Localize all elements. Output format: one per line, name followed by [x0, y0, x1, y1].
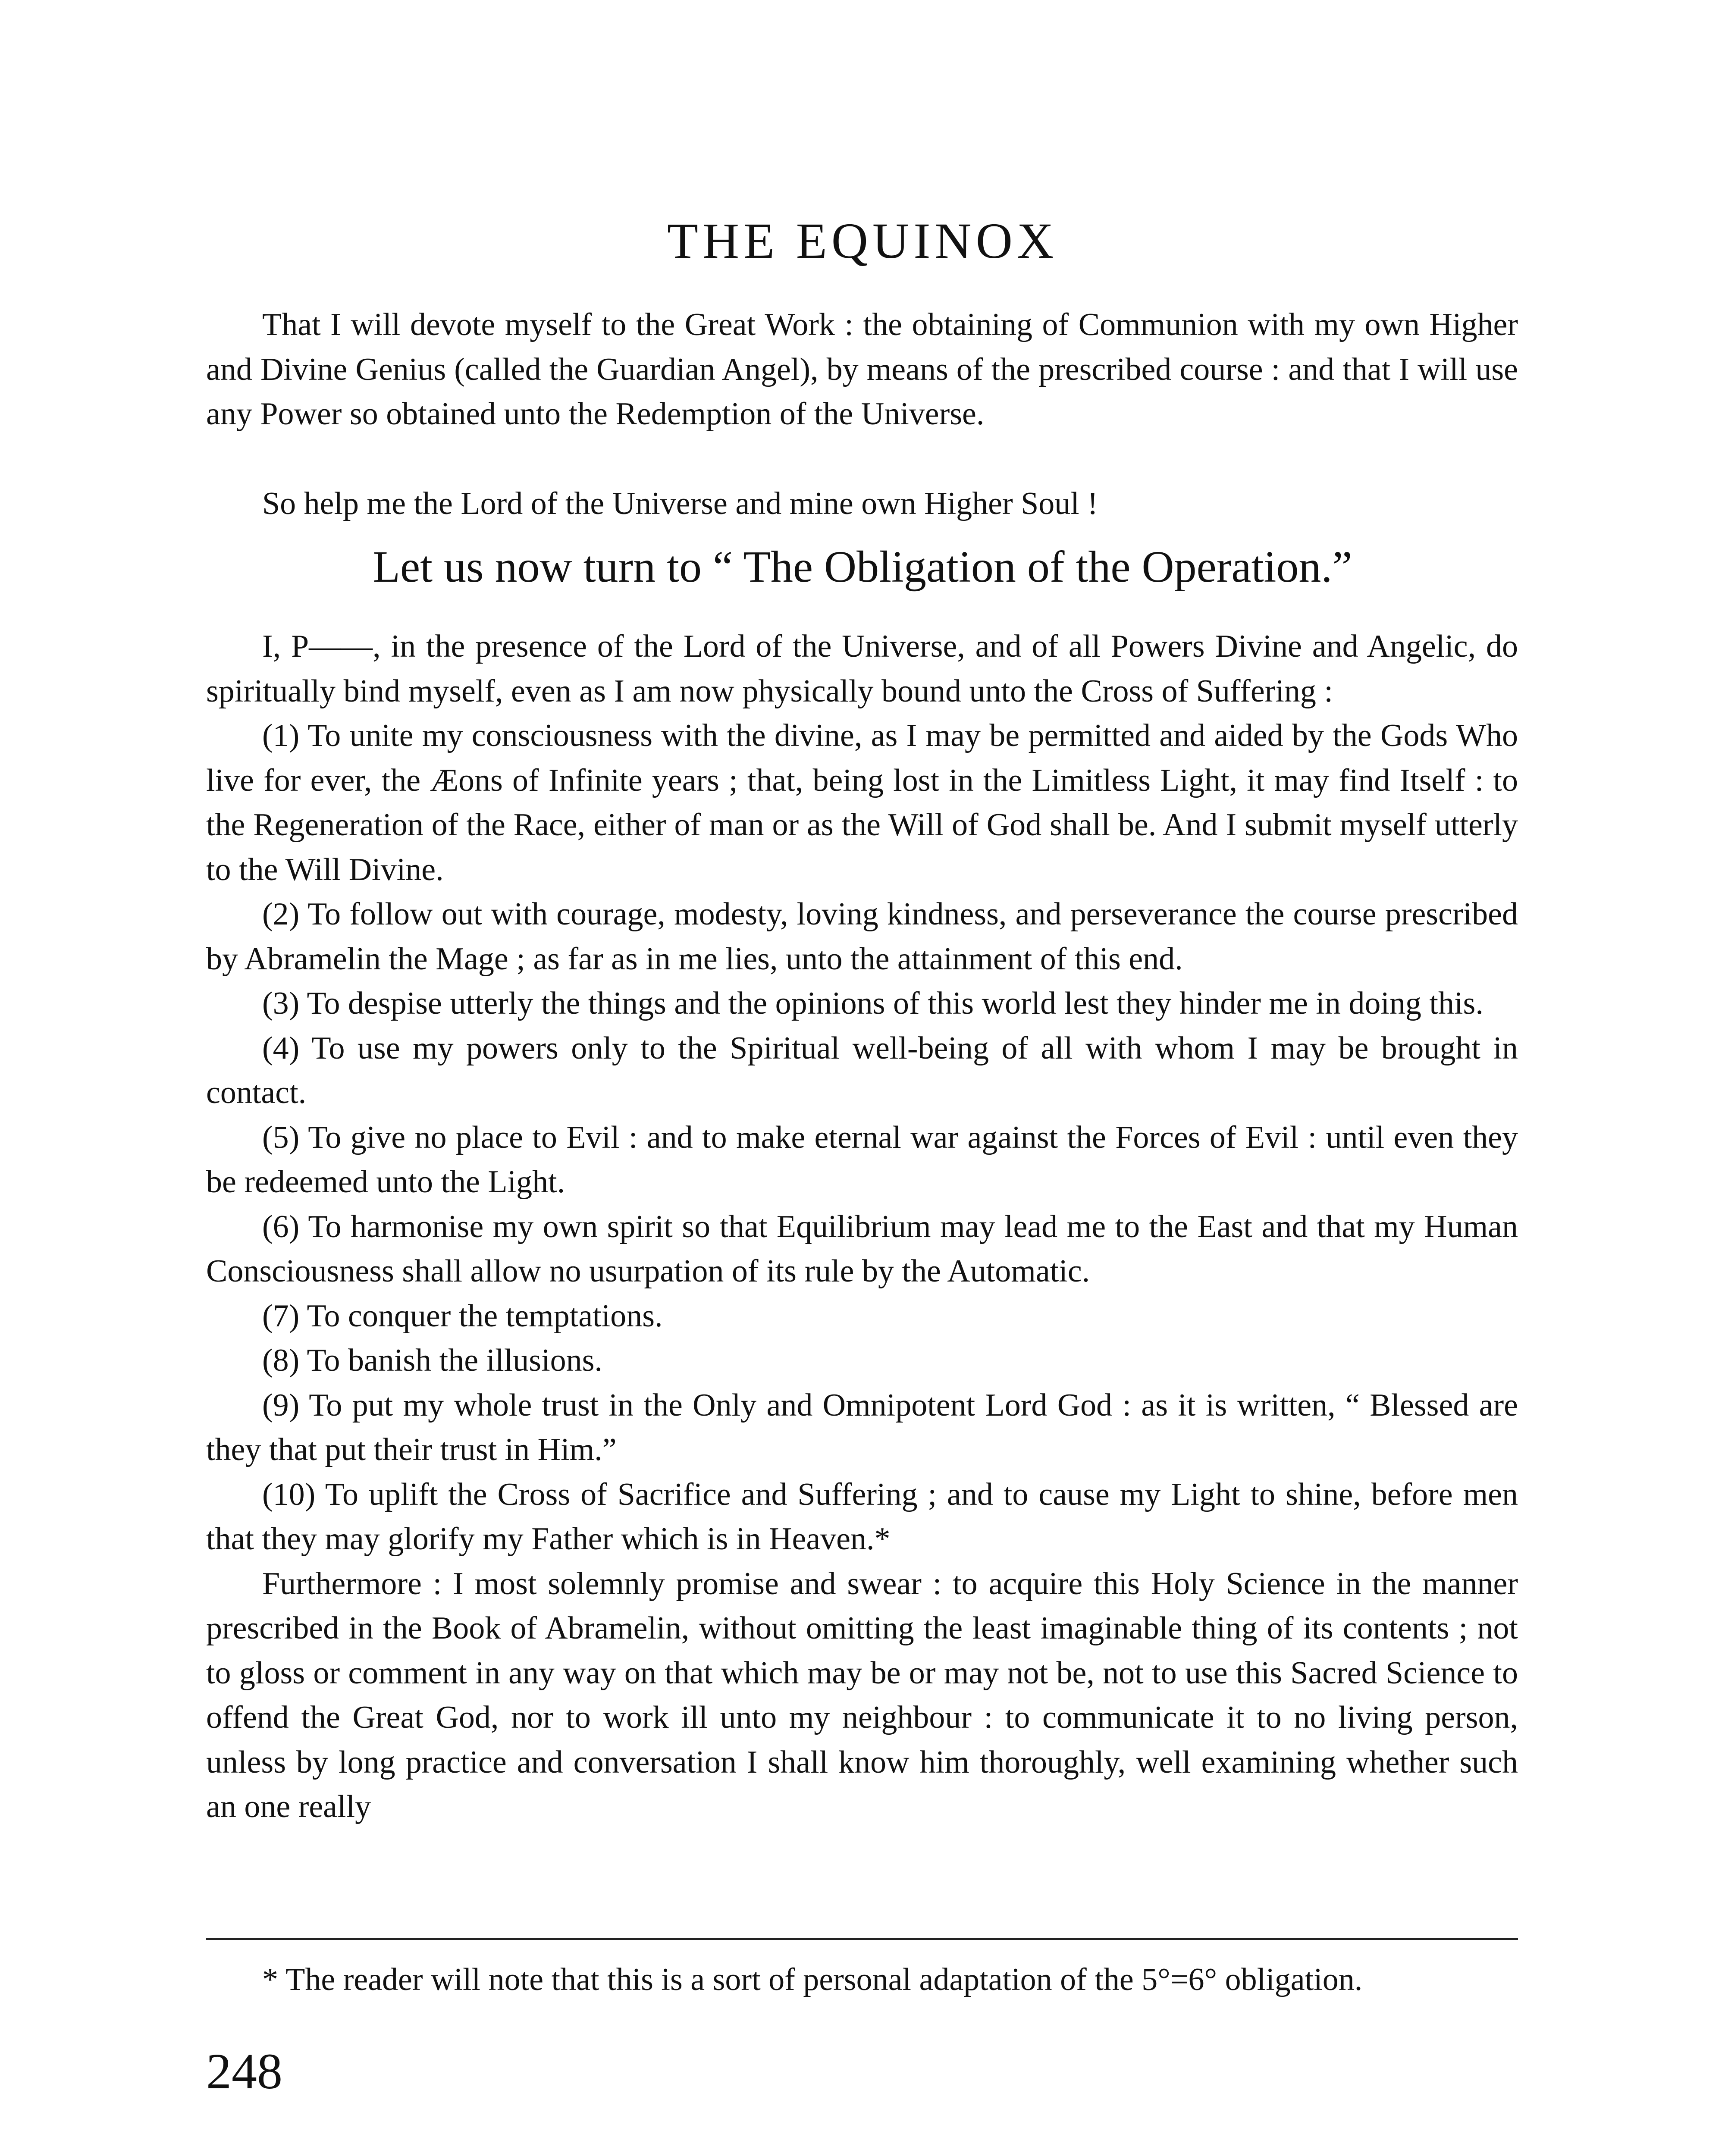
- oath-paragraph: That I will devote myself to the Great Work : the obtaining of Communion with my own Higher and Divine Genius (called the Guardian Angel), by means of the prescribed course : and that I will use any Power so obtained unto the Redemption of the Universe.: [206, 307, 1518, 432]
- obligation-item-8: (8) To banish the illusions.: [262, 1343, 602, 1378]
- footnote-divider: [206, 1938, 1518, 1940]
- obligation-intro: I, P——, in the presence of the Lord of the Universe, and of all Powers Divine and Angelic, do spiritually bind myself, even as I am now physically bound unto the Cross of Suffering :: [206, 629, 1518, 709]
- obligation-item-5: (5) To give no place to Evil : and to make eternal war against the Forces of Evil : until even they be redeemed unto the Light.: [206, 1119, 1518, 1200]
- running-title: THE EQUINOX: [667, 213, 1058, 269]
- obligation-item-10: (10) To uplift the Cross of Sacrifice and Suffering ; and to cause my Light to shine, before men that they may glorify my Father which is in Heaven.*: [206, 1476, 1518, 1557]
- invocation-block: [206, 482, 1518, 526]
- obligation-item-6: (6) To harmonise my own spirit so that Equilibrium may lead me to the East and that my Human Consciousness shall allow no usurpation of its rule by the Automatic.: [206, 1209, 1518, 1289]
- obligation-item-3: (3) To despise utterly the things and the opinions of this world lest they hinder me in doing this.: [262, 986, 1484, 1021]
- invocation-line: So help me the Lord of the Universe and mine own Higher Soul !: [262, 486, 1098, 521]
- obligation-item-7: (7) To conquer the temptations.: [262, 1298, 663, 1334]
- oath-paragraph-block: [206, 303, 1518, 437]
- obligation-item-1: (1) To unite my consciousness with the divine, as I may be permitted and aided by the Gods Who live for ever, the Æons of Infinite years ; that, being lost in the Limitless Light, it may find Itself : to the Regeneration of the Race, either of man or as the Will of God shall be. And I submit myself utterly to the Will Divine.: [206, 718, 1518, 887]
- footnote-text: * The reader will note that this is a sort of personal adaptation of the 5°=6° obligation.: [262, 1962, 1363, 1997]
- furthermore-paragraph: Furthermore : I most solemnly promise and swear : to acquire this Holy Science in the manner prescribed in the Book of Abramelin, without omitting the least imaginable thing of its contents ; not to gloss or comment in any way on that which may be or may not be, not to use this Sacred Science to offend the Great God, nor to work ill unto my neighbour : to communicate it to no living person, unless by long practice and conversation I shall know him thoroughly, well examining whether such an one really: [206, 1566, 1518, 1824]
- page-number: 248: [206, 2043, 282, 2100]
- obligation-text: [206, 624, 1518, 1830]
- obligation-item-9: (9) To put my whole trust in the Only and Omnipotent Lord God : as it is written, “ Blessed are they that put their trust in Him.”: [206, 1387, 1518, 1467]
- footnote: [206, 1958, 1518, 2002]
- obligation-item-2: (2) To follow out with courage, modesty, loving kindness, and perseverance the course prescribed by Abramelin the Mage ; as far as in me lies, unto the attainment of this end.: [206, 896, 1518, 977]
- obligation-item-4: (4) To use my powers only to the Spiritual well-being of all with whom I may be brought in contact.: [206, 1030, 1518, 1110]
- section-heading: Let us now turn to “ The Obligation of the Operation.”: [373, 542, 1352, 592]
